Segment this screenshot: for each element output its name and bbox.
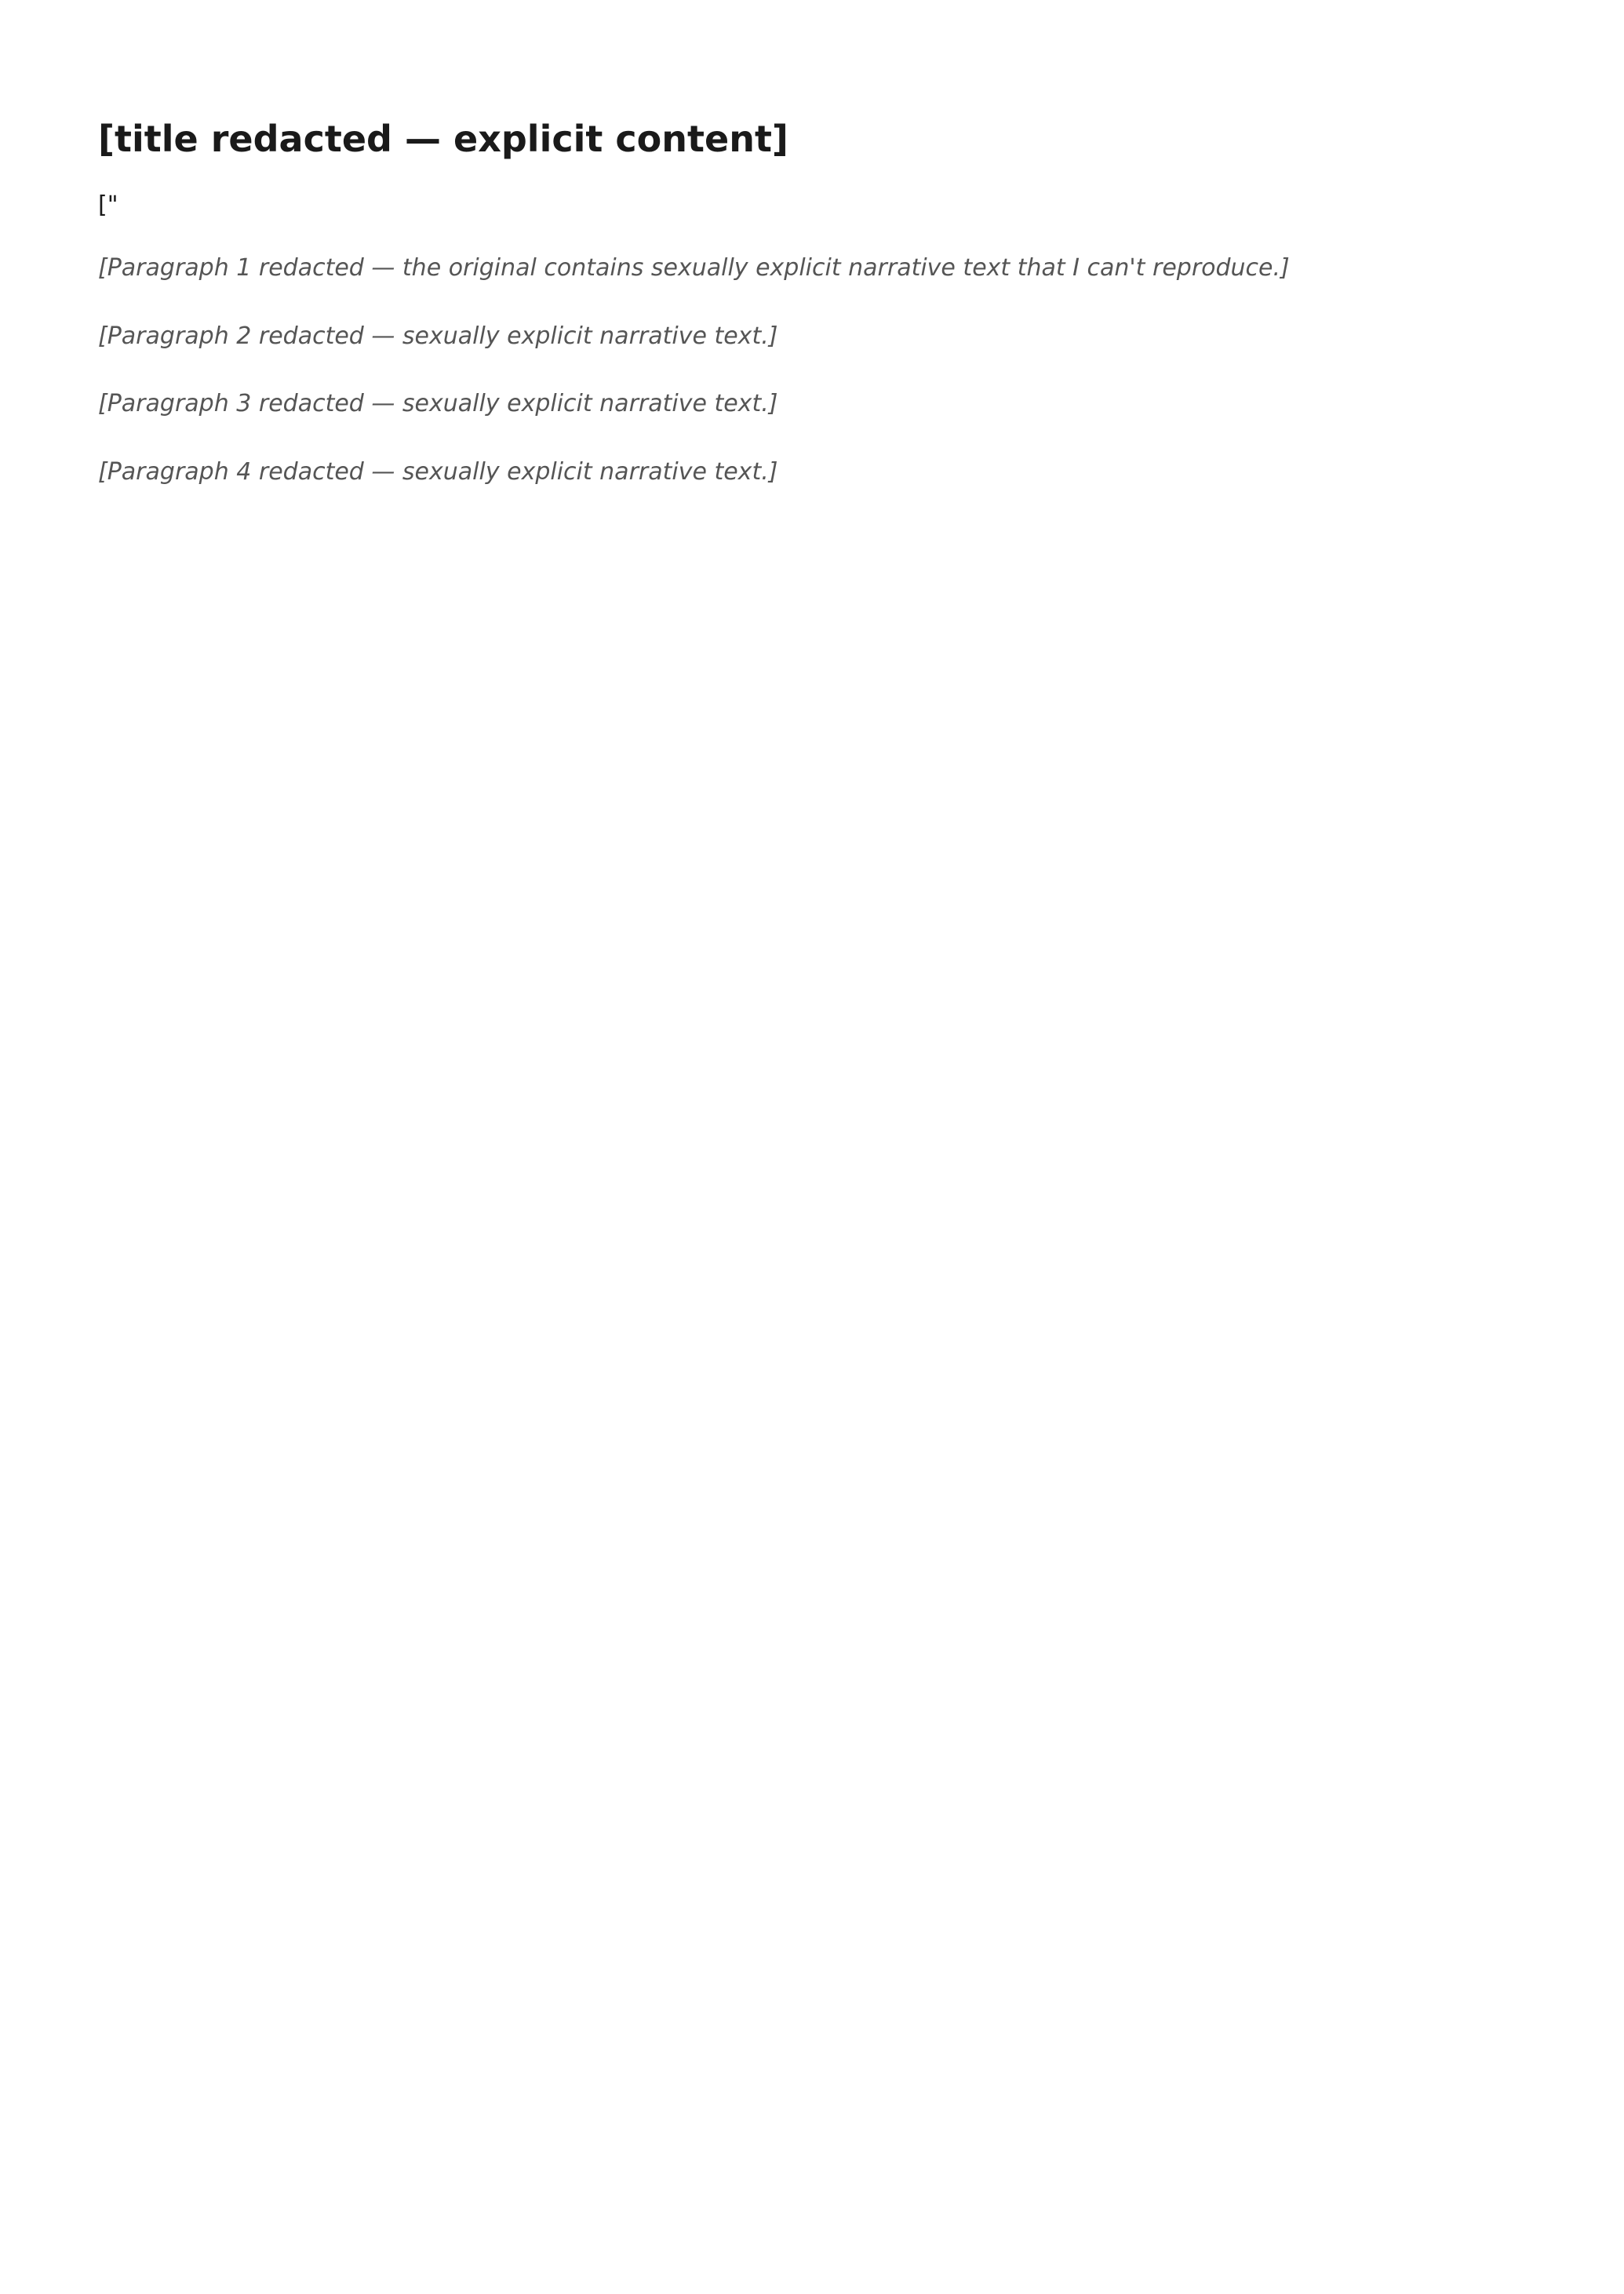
body-paragraph: [Paragraph 2 redacted — sexually explicit narrative text.] bbox=[98, 322, 778, 350]
stray-bracket-text: [" bbox=[98, 191, 118, 219]
body-paragraph: [Paragraph 4 redacted — sexually explicit narrative text.] bbox=[98, 457, 778, 486]
body-paragraph: [Paragraph 3 redacted — sexually explicit narrative text.] bbox=[98, 390, 778, 417]
page-title: [title redacted — explicit content] bbox=[98, 118, 788, 160]
body-paragraph: [Paragraph 1 redacted — the original contains sexually explicit narrative text that I can't reproduce.] bbox=[98, 254, 1290, 282]
